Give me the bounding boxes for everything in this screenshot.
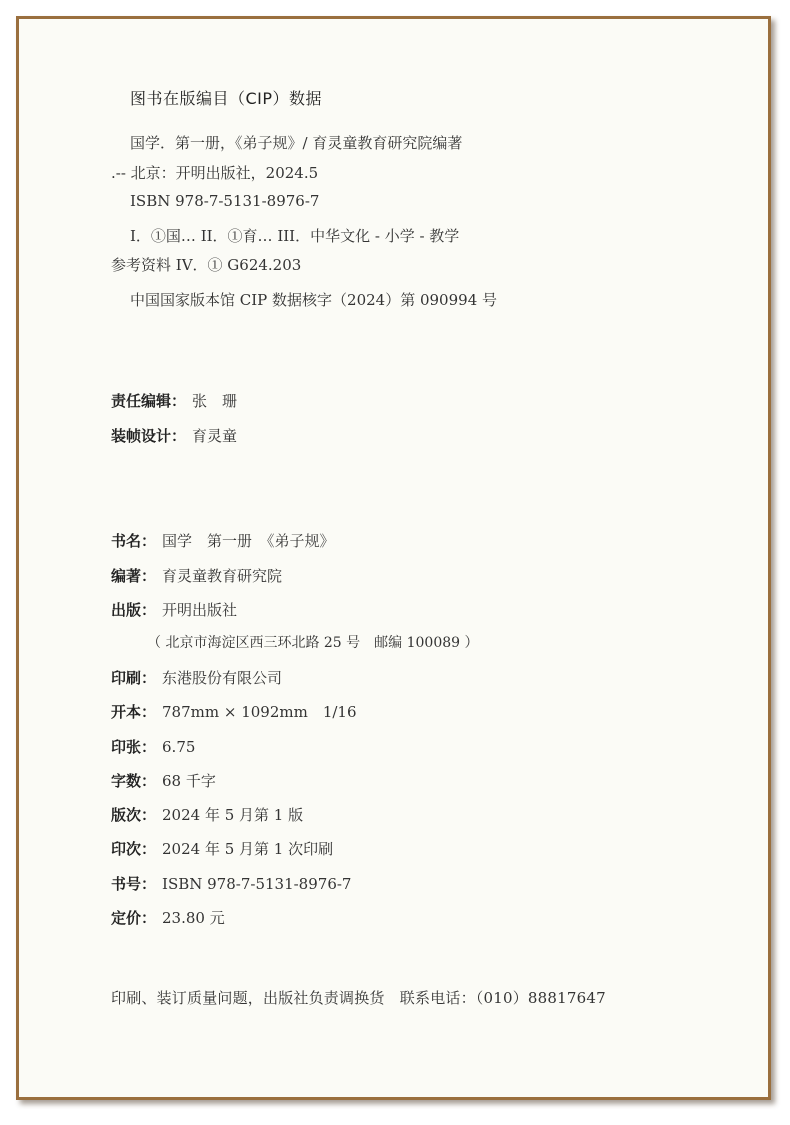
publisher-label: 出版： <box>111 601 157 619</box>
edition-row <box>111 805 303 825</box>
printed-sheets-value: 6.75 <box>162 738 196 756</box>
author-label: 编著： <box>111 567 157 585</box>
responsible-editor-value: 张 珊 <box>192 392 238 410</box>
responsible-editor-row <box>111 391 237 411</box>
price-label: 定价： <box>111 909 157 927</box>
word-count-row <box>111 771 216 791</box>
edition-value: 2024 年 5 月第 1 版 <box>162 806 304 824</box>
format-label: 开本： <box>111 703 157 721</box>
cover-design-value: 育灵童 <box>192 427 238 445</box>
cip-line-publisher: .-- 北京：开明出版社，2024.5 <box>111 164 319 182</box>
price-row <box>111 908 225 928</box>
book-title-row <box>111 531 335 551</box>
author-value: 育灵童教育研究院 <box>162 567 283 585</box>
printer-row <box>111 668 282 688</box>
price-value: 23.80 元 <box>162 909 225 927</box>
word-count-value: 68 千字 <box>162 772 216 790</box>
cip-line-isbn: ISBN 978-7-5131-8976-7 <box>130 192 320 210</box>
publisher-row <box>111 600 237 620</box>
printer-label: 印刷： <box>111 669 157 687</box>
publisher-address: （ 北京市海淀区西三环北路 25 号 邮编 100089 ） <box>147 635 479 651</box>
word-count-label: 字数： <box>111 772 157 790</box>
impression-value: 2024 年 5 月第 1 次印刷 <box>162 840 334 858</box>
edition-label: 版次： <box>111 806 157 824</box>
publisher-value: 开明出版社 <box>162 601 238 619</box>
cip-line-classification: I．①国… II．①育… III．中华文化 - 小学 - 教学 <box>130 227 460 245</box>
book-title-label: 书名： <box>111 532 157 550</box>
cover-design-label: 装帧设计： <box>111 427 187 445</box>
isbn-label: 书号： <box>111 875 157 893</box>
printed-sheets-label: 印张： <box>111 738 157 756</box>
copyright-page <box>16 16 771 1100</box>
cover-design-row <box>111 426 237 446</box>
isbn-value: ISBN 978-7-5131-8976-7 <box>162 875 352 893</box>
isbn-row <box>111 874 351 894</box>
cip-line-title-author: 国学．第一册，《弟子规》/ 育灵童教育研究院编著 <box>130 134 463 152</box>
responsible-editor-label: 责任编辑： <box>111 392 187 410</box>
impression-row <box>111 839 333 859</box>
printer-value: 东港股份有限公司 <box>162 669 283 687</box>
format-row <box>111 702 357 722</box>
author-row <box>111 566 282 586</box>
cip-title: 图书在版编目（CIP）数据 <box>130 89 323 108</box>
format-value: 787mm × 1092mm 1/16 <box>162 703 357 721</box>
cip-line-reference: 参考资料 IV．① G624.203 <box>111 256 302 274</box>
impression-label: 印次： <box>111 840 157 858</box>
quality-contact-notice: 印刷、装订质量问题，出版社负责调换货 联系电话：（010）88817647 <box>111 989 606 1007</box>
book-title-value: 国学 第一册 《弟子规》 <box>162 532 335 550</box>
printed-sheets-row <box>111 737 195 757</box>
cip-line-approval-number: 中国国家版本馆 CIP 数据核字（2024）第 090994 号 <box>130 291 498 309</box>
